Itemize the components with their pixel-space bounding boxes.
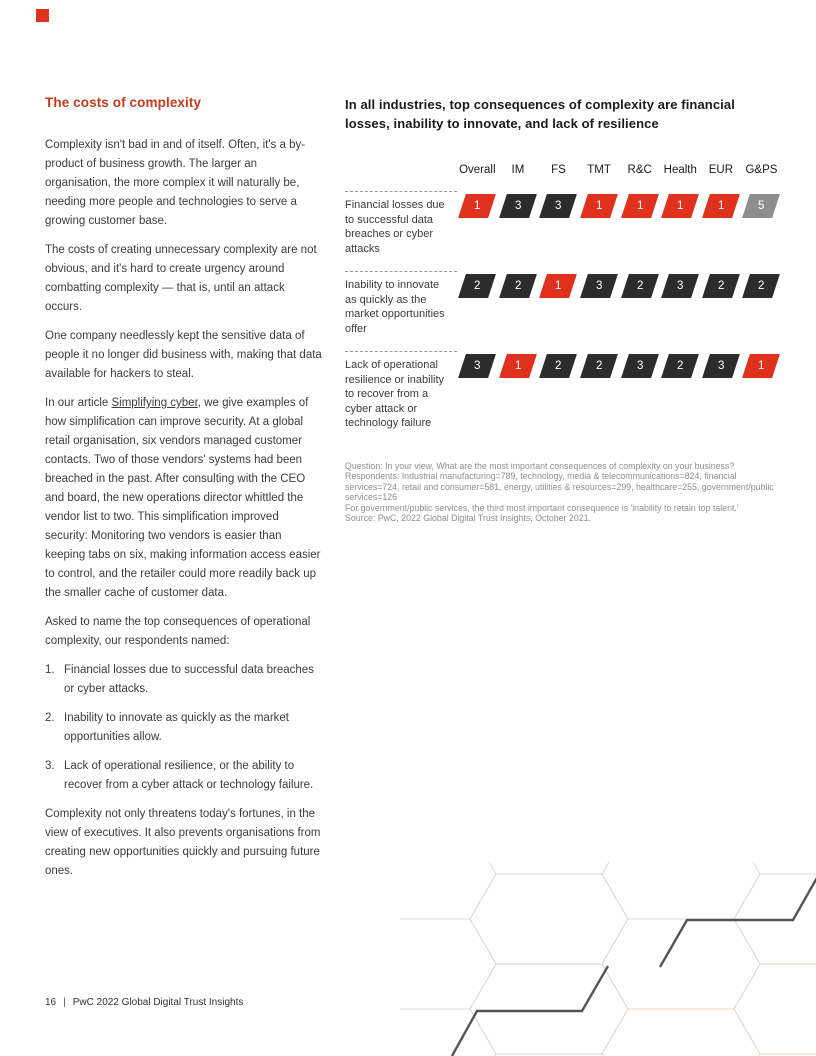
- column-header: Overall: [459, 164, 496, 176]
- rank-chip: [580, 194, 618, 218]
- rank-value: 2: [636, 280, 643, 292]
- article-paragraph: The costs of creating unnecessary complexity are not obvious, and it's hard to create urgency around combatting complexity — that is, until an attack occurs.: [45, 244, 317, 313]
- paragraph-text: , we give examples of how simplification can improve security. At a global retail organisation, six vendors managed customer contacts. Two of those vendors' systems had been breached in the past. After consulting with the CEO and board, the new operations director whittled the vendor list to two. This simplification improved security: Monitoring two vendors is easier than keeping tabs on six, making information access easier to control, and the retailer could more readily back up the smaller cache of customer data.: [45, 397, 321, 599]
- column-header: G&PS: [745, 164, 778, 176]
- rank-chip-cell: [498, 354, 539, 378]
- column-header: FS: [551, 164, 566, 176]
- rank-value: 5: [758, 200, 765, 212]
- list-item-number: 3.: [45, 760, 55, 772]
- list-item-text: Inability to innovate as quickly as the market opportunities allow.: [64, 712, 290, 743]
- rank-chip: [499, 274, 537, 298]
- rank-chip-cell: [741, 274, 782, 298]
- chart-note: Respondents: Industrial manufacturing=789, technology, media & telecommunications=824, financial services=724, retail and consumer=581, energy, utilities & resources=299, healthcare=255, government/public services=126: [345, 471, 774, 503]
- rank-chip: [621, 194, 659, 218]
- rank-chip-cell: [701, 354, 742, 378]
- header-spacer: [345, 164, 457, 176]
- chart-panel: [345, 95, 781, 524]
- rank-chip: [743, 274, 781, 298]
- rank-chip-cell: [457, 194, 498, 218]
- rank-chip-cell: [660, 194, 701, 218]
- article-heading: The costs of complexity: [45, 95, 202, 110]
- rank-value: 1: [514, 360, 522, 372]
- chart-note: For government/public services, the third most important consequence is 'inability to retain top talent.': [345, 502, 739, 513]
- list-item-text: Financial losses due to successful data breaches or cyber attacks.: [64, 664, 314, 695]
- rank-chip: [702, 354, 740, 378]
- rank-chip: [580, 354, 618, 378]
- row-label: Financial losses due to successful data breaches or cyber attacks: [345, 191, 457, 256]
- chart-notes: [345, 461, 781, 525]
- rank-chip: [458, 354, 496, 378]
- rank-value: 3: [677, 280, 684, 292]
- column-header: R&C: [627, 164, 652, 176]
- chart-row: [345, 191, 781, 256]
- rank-value: 3: [636, 360, 643, 372]
- rank-chip-cell: [660, 354, 701, 378]
- rank-value: 1: [555, 280, 562, 292]
- rank-value: 2: [595, 360, 603, 372]
- rank-value: 3: [514, 200, 522, 212]
- article-paragraph: One company needlessly kept the sensitive data of people it no longer did business with, making that data available for hackers to steal.: [45, 330, 322, 380]
- rank-chips: [457, 351, 782, 378]
- rank-chip-cell: [619, 354, 660, 378]
- rank-chip: [540, 274, 578, 298]
- chart-row: [345, 351, 781, 431]
- rank-value: 1: [677, 200, 684, 212]
- rank-value: 1: [717, 200, 725, 212]
- rank-chip: [458, 274, 496, 298]
- rank-value: 2: [474, 280, 481, 292]
- rank-chip-cell: [457, 274, 498, 298]
- rank-chip: [661, 194, 699, 218]
- consequences-list: [45, 661, 323, 795]
- rank-chip-cell: [579, 194, 620, 218]
- rank-chip-cell: [660, 274, 701, 298]
- hexagon-pattern-decoration: [400, 862, 816, 1056]
- rank-chip-cell: [457, 354, 498, 378]
- rank-chip: [499, 354, 537, 378]
- simplifying-cyber-link[interactable]: Simplifying cyber: [111, 397, 198, 409]
- rank-chip-cell: [579, 274, 620, 298]
- column-header: Health: [663, 164, 697, 176]
- rank-chip-cell: [579, 354, 620, 378]
- rank-value: 1: [474, 200, 481, 212]
- list-item: [45, 661, 323, 699]
- rank-chip: [458, 194, 496, 218]
- rank-chip-cell: [538, 354, 579, 378]
- rank-value: 3: [717, 360, 725, 372]
- rank-value: 3: [595, 280, 603, 292]
- rank-chip: [702, 274, 740, 298]
- rank-chip-cell: [741, 354, 782, 378]
- rank-chip-cell: [619, 274, 660, 298]
- rank-chip: [580, 274, 618, 298]
- rank-value: 3: [555, 200, 562, 212]
- corner-accent-square: [36, 9, 49, 22]
- rank-chip-cell: [498, 274, 539, 298]
- list-item: [45, 709, 323, 747]
- chart-row: [345, 271, 781, 336]
- chart-note: Source: PwC, 2022 Global Digital Trust Insights, October 2021.: [345, 513, 591, 524]
- page-number: 16: [45, 997, 57, 1008]
- rank-chip-cell: [619, 194, 660, 218]
- list-item-number: 2.: [45, 712, 55, 724]
- rank-value: 2: [555, 360, 562, 372]
- rank-chip: [743, 194, 781, 218]
- rank-chip: [743, 354, 781, 378]
- rank-value: 1: [758, 360, 765, 372]
- row-label: Inability to innovate as quickly as the market opportunities offer: [345, 271, 457, 336]
- column-header: EUR: [708, 164, 733, 176]
- list-item-number: 1.: [45, 664, 55, 676]
- page-footer: [45, 997, 243, 1008]
- list-item-text: Lack of operational resilience, or the ability to recover from a cyber attack or technology failure.: [64, 760, 314, 791]
- article-column: [45, 95, 323, 891]
- rank-value: 2: [758, 280, 765, 292]
- article-paragraph: Asked to name the top consequences of operational complexity, our respondents named:: [45, 616, 311, 647]
- rank-value: 2: [514, 280, 522, 292]
- rank-chip: [661, 274, 699, 298]
- article-paragraph: Complexity isn't bad in and of itself. Often, it's a by-product of business growth. The larger an organisation, the more complex it will naturally be, needing more people and technologies to serve a growing customer base.: [45, 139, 306, 227]
- article-paragraph: Complexity not only threatens today's fortunes, in the view of executives. It also prevents organisations from creating new opportunities quickly and pursuing future ones.: [45, 808, 321, 877]
- footer-separator: |: [63, 997, 66, 1008]
- paragraph-text: In our article: [45, 397, 112, 409]
- rank-chip-cell: [538, 274, 579, 298]
- rank-chip: [499, 194, 537, 218]
- rank-chip-cell: [741, 194, 782, 218]
- rank-value: 3: [474, 360, 481, 372]
- rank-chip: [661, 354, 699, 378]
- rank-chip: [540, 354, 578, 378]
- rank-value: 1: [636, 200, 643, 212]
- rank-chip: [702, 194, 740, 218]
- rank-chips: [457, 191, 782, 218]
- rank-chips: [457, 271, 782, 298]
- chart-note: Question: In your view, What are the most important consequences of complexity on your business?: [345, 460, 735, 471]
- chart-column-headers: [345, 164, 781, 176]
- column-header: IM: [511, 164, 525, 176]
- rank-chip-cell: [701, 194, 742, 218]
- article-paragraph: [45, 394, 323, 603]
- rank-value: 2: [677, 360, 684, 372]
- rank-chip-cell: [701, 274, 742, 298]
- column-header: TMT: [587, 164, 611, 176]
- rank-chip: [621, 354, 659, 378]
- rank-chip-cell: [538, 194, 579, 218]
- list-item: [45, 757, 323, 795]
- rank-chip: [540, 194, 578, 218]
- rank-value: 1: [595, 200, 603, 212]
- chart-title: In all industries, top consequences of complexity are financial losses, inability to innovate, and lack of resilience: [345, 97, 735, 131]
- rank-value: 2: [717, 280, 725, 292]
- ranking-chart: [345, 191, 781, 431]
- rank-chip: [621, 274, 659, 298]
- footer-brand: PwC 2022 Global Digital Trust Insights: [72, 997, 244, 1008]
- rank-chip-cell: [498, 194, 539, 218]
- row-label: Lack of operational resilience or inability to recover from a cyber attack or technology failure: [345, 351, 457, 431]
